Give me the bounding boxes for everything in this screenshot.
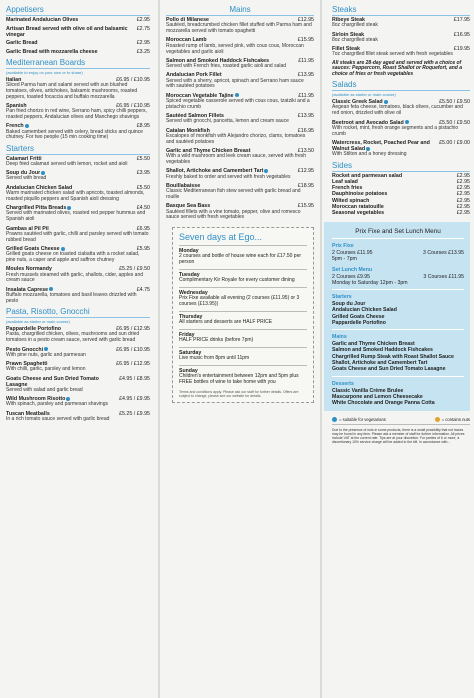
item-price: £2.95 — [136, 40, 150, 47]
day-offer — [179, 269, 307, 287]
day-offer — [179, 347, 307, 365]
prix-fixe-title: Prix Fixe and Set Lunch Menu — [332, 228, 464, 239]
item-description: With spinach, parsley and parmesan shavings — [6, 401, 108, 408]
fold-line-left — [158, 0, 160, 698]
legend-vegetarian-text: = suitable for vegetarians — [339, 416, 386, 422]
side-name: French fries — [332, 185, 363, 192]
side-name: Seasonal vegetables — [332, 209, 385, 216]
menu-item — [6, 411, 150, 423]
menu-item — [6, 26, 150, 38]
side-name: Wilted spinach — [332, 197, 370, 204]
menu-item — [332, 32, 470, 44]
item-price: £6.95 / £10.95 — [116, 102, 150, 109]
day-text: All starters and desserts are HALF PRICE — [179, 318, 273, 325]
vegetarian-icon — [264, 169, 268, 173]
menu-column-middle — [162, 0, 318, 698]
item-price: £5.50 — [136, 184, 150, 191]
item-price: £5.50 / £9.50 — [439, 99, 470, 106]
item-name: Tuscan Meatballs — [6, 410, 50, 417]
item-name: Garlic Bread with mozzarella cheese — [6, 48, 98, 55]
item-description: With pine nuts, garlic and parmesan — [6, 351, 86, 358]
menu-item — [166, 203, 314, 221]
item-name: Garlic Bread — [6, 40, 38, 47]
dietary-legend — [332, 417, 470, 425]
item-name: Sirloin Steak — [332, 31, 365, 38]
menu-item — [6, 361, 150, 373]
item-price: £6.95 / £10.95 — [116, 76, 150, 83]
item-description: Grilled goats cheese on toasted ciabatta with a rocket salad, pine nuts, a caper and apple and saffron chutney — [6, 251, 140, 264]
item-description: Served with gnocchi, pancetta, lemon and cream sauce — [166, 118, 289, 125]
prix-fixe-time — [332, 256, 464, 262]
item-price: £11.95 — [298, 57, 314, 64]
item-price: £13.95 — [297, 113, 314, 120]
prix-item: Classic Vanilla Crème Brulee — [332, 387, 404, 394]
menu-item — [6, 326, 150, 344]
menu-item — [6, 156, 150, 168]
day-name: Thursday — [179, 313, 203, 320]
prix-item: Mascarpone and Lemon Cheesecake — [332, 393, 423, 400]
day-text: Children's entertainment between 12pm and 5pm plus FREE bottles of wine to take home with you — [179, 372, 299, 385]
item-name: Ribeye Steak — [332, 17, 365, 23]
appetisers-list — [6, 17, 150, 55]
set-lunch-time — [332, 280, 464, 286]
item-price: £5.95 — [136, 245, 150, 252]
item-name: Chargrilled Pitta Breads — [6, 205, 67, 212]
item-description: 8oz chargrilled steak — [332, 36, 378, 43]
item-description: Served with French fries, roasted garlic aioli and salad — [166, 63, 287, 70]
section-title-salads: Salads — [332, 80, 470, 91]
day-text: Prix Fixe available all evening (2 courses (£11.95) or 3 courses (£13.95)) — [179, 295, 300, 307]
item-name: Wild Mushroom Risotto — [6, 396, 66, 403]
item-description: Escalopes of monkfish with Alejandro chorizo, clams, tomatoes and sautéed potatoes — [166, 132, 306, 145]
menu-item — [6, 396, 150, 408]
menu-item — [6, 123, 150, 141]
item-description: Prawns sautéed with garlic, chilli and parsley served with tomato rubbed bread — [6, 230, 149, 243]
section-title-boards: Mediterranean Boards — [6, 58, 150, 69]
item-description: Sautéed, breadcrumbed chicken fillet stuffed with Parma ham and mozzarella served with tomato spaghetti — [166, 22, 312, 35]
prix-item: Pappardelle Portofino — [332, 319, 386, 326]
item-name: Grilled Goats Cheese — [6, 245, 60, 252]
side-price: £2.95 — [456, 172, 470, 179]
item-description: With chilli, garlic, parsley and lemon — [6, 366, 86, 373]
item-name: Prawn Spaghetti — [6, 361, 48, 368]
menu-item — [166, 17, 314, 35]
item-description: Fresh mussels steamed with garlic, shallots, cider, apples and cream sauce — [6, 271, 144, 284]
fold-line-right — [320, 0, 322, 698]
item-name: Moules Normandy — [6, 266, 52, 273]
menu-item — [332, 17, 470, 29]
menu-item — [6, 49, 150, 55]
item-description: In a rich tomato sauce served with garlic bread — [6, 415, 110, 422]
item-price: £12.95 — [297, 17, 314, 23]
prix-item: Goats Cheese and Sun Dried Tomato Lasagne — [332, 366, 446, 373]
item-price: £18.95 — [297, 182, 314, 189]
item-name: Catalan Monkfish — [166, 127, 210, 134]
menu-item — [166, 58, 314, 70]
menu-item — [166, 148, 314, 166]
item-description: Warm marinated chicken salad with apricots, toasted almonds, roasted piquillo peppers and Spanish aioli dressing — [6, 189, 145, 202]
item-price: £11.95 — [298, 92, 314, 99]
prix-2-courses: 2 Courses £11.95 — [332, 250, 373, 257]
vegetarian-icon — [61, 247, 65, 251]
item-price: £12.95 — [297, 168, 314, 175]
menu-item — [6, 205, 150, 223]
vegetarian-icon — [49, 287, 53, 291]
item-price: £4.50 — [136, 205, 150, 212]
set-lunch-label: Set Lunch Menu — [332, 266, 373, 273]
item-description: Aegean feta cheese, tomatoes, black olives, cucumber and red onion, drizzled with olive oil — [332, 104, 463, 117]
prix-item: Shallot, Artichoke and Camembert Tart — [332, 360, 428, 367]
item-name: Insalata Caprese — [6, 286, 49, 293]
item-name: Salmon and Smoked Haddock Fishcakes — [166, 57, 270, 64]
section-title-starters: Starters — [6, 144, 150, 155]
item-price: £16.95 — [297, 127, 314, 134]
menu-item — [166, 183, 314, 201]
vegetarian-icon — [25, 124, 29, 128]
seven-days-box — [172, 227, 314, 403]
item-price: £6.95 / £12.95 — [116, 326, 150, 333]
day-text: HALF PRICE drinks (before 7pm) — [179, 336, 254, 343]
item-description: Classic Mediterranean fish stew served with garlic bread and rouille — [166, 188, 301, 201]
menu-item — [6, 266, 150, 284]
menu-item — [6, 77, 150, 101]
section-note: (available as starter or main course) — [6, 319, 70, 325]
item-name: Beetroot and Avocado Salad — [332, 119, 404, 126]
item-name: Moroccan Vegetable Tajine — [166, 92, 234, 99]
vegetarian-icon — [405, 120, 409, 124]
item-name: Pesto Gnocchi — [6, 346, 44, 353]
item-price: £4.95 / £8.95 — [119, 375, 150, 382]
item-description: Freshly baked to order and served with fresh vegetables — [166, 173, 291, 180]
vegetarian-icon — [366, 147, 370, 151]
prix-time: 5pm - 7pm — [332, 256, 357, 263]
side-name: Leaf salad — [332, 178, 358, 185]
item-description: Deep fried calamari served with lemon, rocket and aioli — [6, 160, 128, 167]
item-name: Marinated Andalucian Olives — [6, 17, 79, 23]
vegetarian-icon — [41, 171, 45, 175]
allergen-disclaimer: Due to the presence of nuts in some products, there is a small possibility that nut traces may be found in any item. Please ask a member of staff for further information. All prices include VAT at the current rate. Tips are at your discretion. For parties of 6 or more, a discretionary 10% service charge will be added to the bill. In accordance with... — [332, 427, 465, 445]
prix-item: Andalucian Chicken Salad — [332, 307, 397, 314]
item-name: Italian — [6, 76, 22, 83]
item-price: £6.95 / £12.95 — [116, 361, 150, 368]
item-price: £5.25 / £9.50 — [119, 266, 150, 273]
item-description: Spiced vegetable casserole served with cous cous, tzatziki and a pistachio crumb — [166, 97, 310, 110]
legend-nuts — [435, 417, 470, 422]
side-price: £2.95 — [456, 178, 470, 185]
vegetarian-icon — [332, 417, 337, 422]
section-title-steaks: Steaks — [332, 5, 470, 16]
vegetarian-icon — [66, 397, 70, 401]
prix-item: Soup du Jour — [332, 300, 366, 307]
item-description: With Stilton and a honey dressing — [332, 151, 407, 158]
item-price: £5.50 — [136, 155, 150, 162]
day-name: Tuesday — [179, 272, 200, 279]
day-offer — [179, 245, 307, 269]
lunch-2-courses: 2 Courses £9.95 — [332, 273, 371, 280]
menu-column-right — [324, 0, 474, 698]
nuts-icon — [435, 417, 440, 422]
item-price: £17.95 — [453, 17, 470, 23]
item-price: £3.95 — [136, 170, 150, 177]
item-description: With a wild mushroom and leek cream sauce, served with fresh vegetables — [166, 153, 307, 166]
menu-item — [166, 72, 314, 90]
day-name: Sunday — [179, 367, 198, 374]
item-name: Gambas al Pil Pil — [6, 225, 49, 232]
vegetarian-icon — [235, 93, 239, 97]
item-price: £3.25 — [136, 48, 150, 55]
item-price: £8.95 — [136, 123, 150, 130]
item-description: Sautéed fillets with a vine tomato, pepper, olive and romesco sauce served with fresh vegetables — [166, 208, 301, 221]
divider — [332, 329, 464, 330]
section-note: (available to enjoy on your own or to share) — [6, 69, 83, 75]
menu-item — [6, 226, 150, 244]
item-price: £19.95 — [453, 46, 470, 52]
section-title-pasta: Pasta, Risotto, Gnocchi — [6, 307, 150, 318]
day-text: 2 courses and bottle of house wine each for £17.50 per person — [179, 253, 302, 266]
day-name: Monday — [179, 248, 199, 255]
vegetarian-icon — [384, 100, 388, 104]
item-name: Sautéed Salmon Fillets — [166, 113, 224, 120]
menu-item — [166, 93, 314, 111]
menu-item — [332, 99, 470, 117]
menu-item — [6, 40, 150, 46]
lunch-3-courses: 3 Courses £11.95 — [423, 273, 464, 280]
item-name: Pollo di Milanese — [166, 17, 209, 23]
side-name: Dauphinoise potatoes — [332, 191, 388, 198]
item-description: Served with bread — [6, 175, 47, 182]
side-name: Moroccan ratatouille — [332, 203, 384, 210]
item-price: £16.95 — [453, 31, 470, 38]
item-name: Goats Cheese and Sun Dried Tomato Lasagne — [6, 375, 99, 388]
menu-item — [6, 287, 150, 305]
menu-item — [6, 103, 150, 121]
prix-desserts-label: Desserts — [332, 380, 354, 387]
item-name: Pappardelle Portofino — [6, 326, 62, 333]
menu-item — [6, 347, 150, 359]
side-price: £2.95 — [456, 197, 470, 204]
item-name: Andalucian Pork Fillet — [166, 72, 222, 79]
day-name: Friday — [179, 331, 195, 338]
menu-item — [166, 168, 314, 180]
item-description: Buffalo mozzarella, tomatoes and basil leaves drizzled with pesto — [6, 291, 137, 304]
day-text: Complimentary Kir Royale for every customer dining — [179, 277, 295, 284]
section-note: (available as starter or main course) — [332, 92, 396, 98]
prix-mains-label: Mains — [332, 334, 347, 341]
item-price: £4.95 / £9.95 — [119, 396, 150, 403]
item-price: £15.95 — [297, 37, 314, 44]
item-price: £6.95 — [136, 225, 150, 232]
day-offer — [179, 365, 307, 389]
side-name: Rocket and parmesan salad — [332, 172, 403, 179]
seven-days-title: Seven days at Ego... — [179, 232, 263, 243]
legend-vegetarian — [332, 417, 386, 422]
item-description: Pasta, chargrilled chicken, olives, mushrooms and sun dried tomatoes in a pesto cream sauce, served with garlic bread — [6, 331, 140, 344]
item-name: Andalucian Chicken Salad — [6, 184, 73, 191]
day-offer — [179, 311, 307, 329]
day-name: Wednesday — [179, 290, 208, 297]
item-description: Served with a sherry, apricot, spinach and Serrano ham sauce with sautéed potatoes — [166, 77, 304, 90]
menu-item — [6, 246, 150, 264]
item-description: 8oz chargrilled steak — [332, 22, 378, 29]
prix-item: White Chocolate and Orange Panna Cotta — [332, 400, 435, 407]
section-title-appetisers: Appetisers — [6, 5, 150, 16]
item-name: French — [6, 123, 24, 130]
menu-item — [332, 120, 470, 138]
item-price: £4.75 — [136, 286, 150, 293]
item-description: 7oz chargrilled fillet steak served with fresh vegetables — [332, 51, 453, 58]
item-price: £2.75 — [136, 25, 150, 32]
side-item — [332, 210, 470, 216]
item-name: Soup du Jour — [6, 170, 41, 177]
divider — [332, 289, 464, 290]
item-name: Classic Greek Salad — [332, 99, 383, 106]
item-name: Spanish — [6, 102, 27, 109]
item-price: £5.50 / £9.50 — [439, 119, 470, 126]
menu-item — [332, 140, 470, 158]
menu-item — [6, 376, 150, 394]
item-name: Calamari Fritti — [6, 155, 42, 162]
item-name: Basque Sea Bass — [166, 203, 211, 210]
menu-item — [166, 128, 314, 146]
lunch-time: Monday to Saturday 12pm - 3pm — [332, 279, 408, 286]
menu-item — [6, 185, 150, 203]
item-description: Roasted rump of lamb, served pink, with cous cous, Moroccan vegetables and garlic aioli — [166, 42, 304, 55]
day-offer — [179, 329, 307, 347]
legend-nuts-text: = contains nuts — [441, 416, 470, 422]
divider — [332, 376, 464, 377]
item-name: Watercress, Rocket, Poached Pear and Walnut Salad — [332, 140, 430, 153]
item-price: £5.00 / £9.00 — [439, 140, 470, 147]
item-price: £6.95 / £10.95 — [116, 346, 150, 353]
side-price: £2.95 — [456, 191, 470, 198]
day-name: Saturday — [179, 349, 202, 356]
vegetarian-icon — [44, 347, 48, 351]
item-description: Baked camembert served with celery, bread sticks and quince chutney. For two people (15 min cooking time) — [6, 128, 143, 141]
prix-item: Grilled Goats Cheese — [332, 313, 385, 320]
terms-fine-print: Terms and conditions apply. Please ask our staff for further details. Offers are subject to change, please see our website for details. — [179, 390, 299, 399]
prix-3-courses: 3 Courses £13.95 — [423, 250, 464, 257]
steak-sauce-note: All steaks are 28-day aged and served with a choice of sauces: Peppercorn, Roast Shallot or Roquefort, and a choice of fries or fresh vegetables — [332, 59, 463, 78]
item-name: Moroccan Lamb — [166, 37, 207, 44]
section-title-sides: Sides — [332, 161, 470, 172]
section-title-mains: Mains — [166, 5, 314, 16]
item-name: Artisan Bread served with olive oil and balsamic vinegar — [6, 25, 128, 38]
prix-starters-label: Starters — [332, 293, 352, 300]
item-name: Bouillabaisse — [166, 182, 201, 189]
prix-item: Chargrilled Rump Steak with Roast Shallot Sauce — [332, 353, 454, 360]
day-text: Live music from 8pm until 11pm — [179, 354, 250, 361]
side-price: £2.95 — [456, 185, 470, 192]
item-price: £2.95 — [136, 17, 150, 23]
item-name: Garlic and Thyme Chicken Breast — [166, 148, 251, 155]
side-price: £2.95 — [456, 209, 470, 216]
prix-item: Garlic and Thyme Chicken Breast — [332, 341, 415, 348]
vegetarian-icon — [67, 206, 71, 210]
item-description: Pan fried chorizo in red wine, Serrano ham, spicy chilli peppers, roasted peppers, Andalucian olives and Manchego shavings — [6, 108, 147, 120]
menu-item — [6, 17, 150, 23]
side-price: £2.95 — [456, 203, 470, 210]
item-name: Fillet Steak — [332, 46, 360, 52]
menu-item — [166, 37, 314, 55]
sides-list — [332, 173, 470, 216]
menu-item — [332, 46, 470, 58]
menu-column-left — [0, 0, 156, 698]
item-price: £13.95 — [297, 72, 314, 79]
item-description: Sliced Parma ham and salami served with sun blushed tomatoes, olives, artichokes, balsamic mushrooms, roasted peppers, toasted focaccia and buffalo mozzarella — [6, 81, 138, 100]
item-description: Served with marinated olives, roasted red pepper hummus and Spanish aioli — [6, 210, 146, 223]
prix-item: Salmon and Smoked Haddock Fishcakes — [332, 347, 433, 354]
prix-fixe-label: Prix Fixe — [332, 243, 354, 250]
menu-item — [166, 113, 314, 125]
item-price: £15.95 — [297, 203, 314, 210]
item-name: Shallot, Artichoke and Camembert Tart — [166, 168, 264, 175]
menu-item — [6, 170, 150, 182]
item-description: With rocket, mint, fresh orange segments and a pistachio crumb — [332, 124, 459, 137]
day-offer — [179, 287, 307, 311]
prix-fixe-box — [324, 222, 470, 410]
item-price: £13.50 — [297, 148, 314, 155]
item-description: Served with salad and garlic bread — [6, 386, 83, 393]
item-price: £5.25 / £9.95 — [119, 410, 150, 417]
